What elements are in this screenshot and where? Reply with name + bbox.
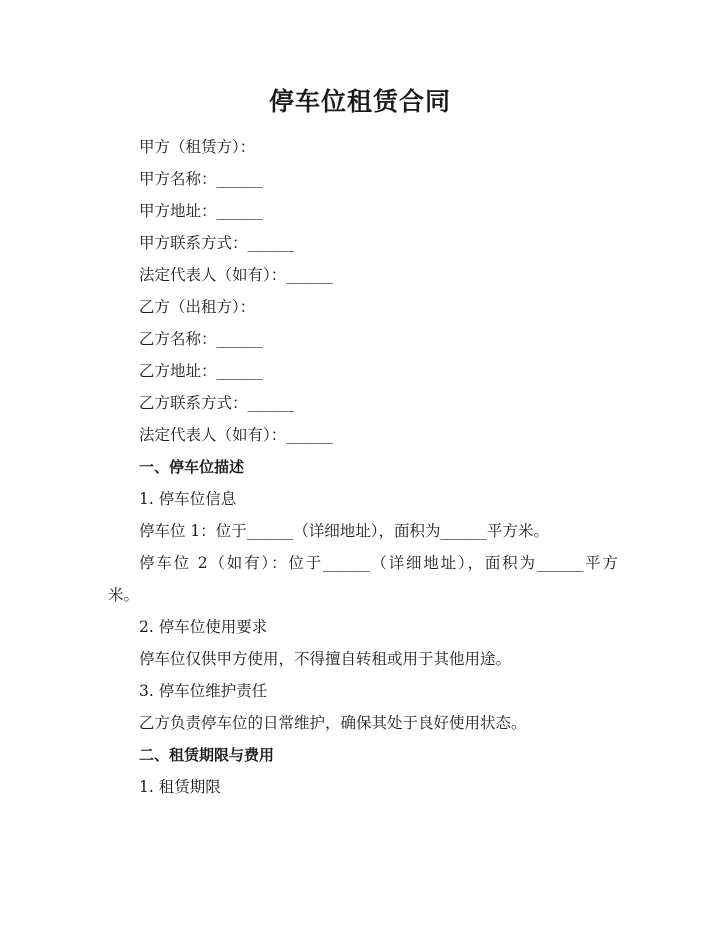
party-b-address-field: 乙方地址：______: [139, 362, 264, 380]
document-title: 停车位租赁合同: [268, 87, 451, 116]
parking-space-1-text: 停车位 1：位于______（详细地址），面积为______平方米。: [139, 522, 550, 540]
section-1-heading: 一、停车位描述: [139, 458, 245, 476]
party-b-contact-field: 乙方联系方式：______: [139, 394, 295, 412]
party-b-name-field: 乙方名称：______: [139, 330, 264, 348]
party-a-legal-rep-field: 法定代表人（如有）：______: [139, 266, 333, 284]
parking-space-2-text-continued: 米。: [108, 586, 140, 604]
party-a-name-field: 甲方名称：______: [139, 170, 264, 188]
party-b-legal-rep-field: 法定代表人（如有）：______: [139, 426, 333, 444]
subsection-1-3-heading: 3. 停车位维护责任: [139, 682, 268, 700]
parking-space-2-text: 停车位 2（如有）：位于______（详细地址），面积为______平方: [139, 554, 618, 572]
subsection-1-2-heading: 2. 停车位使用要求: [139, 618, 268, 636]
document-body: [108, 131, 618, 803]
party-a-heading: 甲方（租赁方）：: [139, 138, 256, 156]
usage-requirement-text: 停车位仅供甲方使用，不得擅自转租或用于其他用途。: [139, 650, 512, 668]
maintenance-text: 乙方负责停车位的日常维护，确保其处于良好使用状态。: [139, 714, 527, 732]
party-a-contact-field: 甲方联系方式：______: [139, 234, 295, 252]
subsection-2-1-heading: 1. 租赁期限: [139, 778, 221, 796]
subsection-1-1-heading: 1. 停车位信息: [139, 490, 237, 508]
section-2-heading: 二、租赁期限与费用: [139, 746, 275, 764]
party-b-heading: 乙方（出租方）：: [139, 298, 256, 316]
party-a-address-field: 甲方地址：______: [139, 202, 264, 220]
